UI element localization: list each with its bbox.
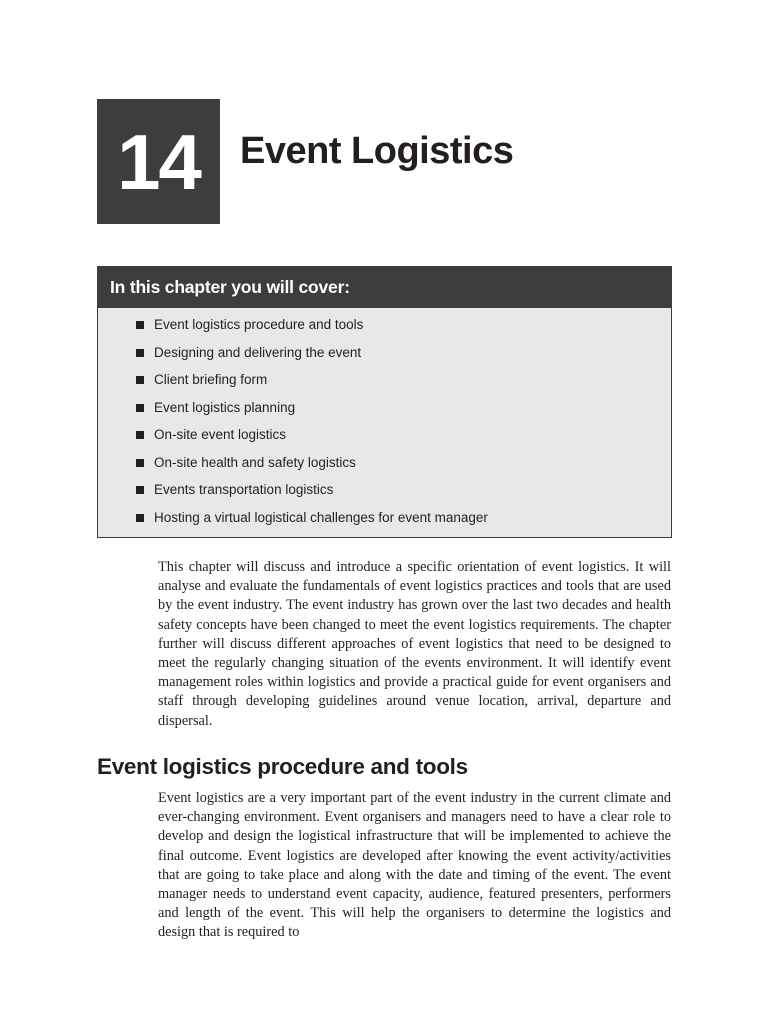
cover-item-text: On-site health and safety logistics: [154, 454, 356, 470]
cover-item-text: Designing and delivering the event: [154, 344, 362, 360]
square-bullet-icon: [136, 404, 144, 412]
square-bullet-icon: [136, 349, 144, 357]
cover-list-item: [98, 479, 671, 507]
square-bullet-icon: [136, 486, 144, 494]
cover-box-heading: In this chapter you will cover:: [98, 267, 671, 308]
cover-list-item: [98, 314, 671, 342]
cover-item-text: Events transportation logistics: [154, 482, 334, 497]
chapter-number-box: [97, 99, 220, 224]
cover-item-text: On-site event logistics: [154, 427, 287, 442]
cover-list-item: [98, 342, 671, 370]
cover-list: [98, 308, 671, 534]
chapter-title: Event Logistics: [240, 130, 514, 172]
cover-item-text: Client briefing form: [154, 372, 268, 387]
intro-paragraph: This chapter will discuss and introduce a specific orientation of event logistics. It will analyse and evaluate the fundamentals of event logistics practices and tools that are used by the event industry. The event industry has grown over the last two decades and health safety concepts have been changed to meet the event logistics requirements. The chapter further will discuss different approaches of event logistics that need to be designed to meet the regularly changing situation of the events environment. It will identify event management roles within logistics and provide a practical guide for event organisers and staff through developing guidelines around venue location, arrival, departure and dispersal.: [158, 559, 671, 729]
cover-list-item: [98, 507, 671, 535]
chapter-cover-box: [97, 266, 672, 538]
cover-list-item: [98, 424, 671, 452]
cover-item-text: Event logistics procedure and tools: [154, 317, 364, 332]
square-bullet-icon: [136, 376, 144, 384]
square-bullet-icon: [136, 514, 144, 522]
cover-item-text: Event logistics planning: [154, 399, 296, 415]
square-bullet-icon: [136, 431, 144, 439]
cover-list-item: [98, 452, 671, 480]
cover-list-item: [98, 369, 671, 397]
cover-list-item: [98, 397, 671, 425]
chapter-number: 14: [117, 117, 200, 206]
square-bullet-icon: [136, 321, 144, 329]
section-paragraph: Event logistics are a very important part of the event industry in the current climate and ever-changing environment. Event organisers and managers need to have a clear role to develop and design the logistical infrastructure that will be implemented to achieve the final outcome. Event logistics are developed after knowing the event activity/activities that are going to take place and along with the date and timing of the event. The event manager needs to understand event capacity, audience, featured presenters, performers and length of the event. This will help the organisers to determine the logistics and design that is required to: [158, 790, 671, 941]
cover-item-text: Hosting a virtual logistical challenges for event manager: [154, 509, 488, 525]
square-bullet-icon: [136, 459, 144, 467]
section-heading: Event logistics procedure and tools: [97, 754, 468, 779]
